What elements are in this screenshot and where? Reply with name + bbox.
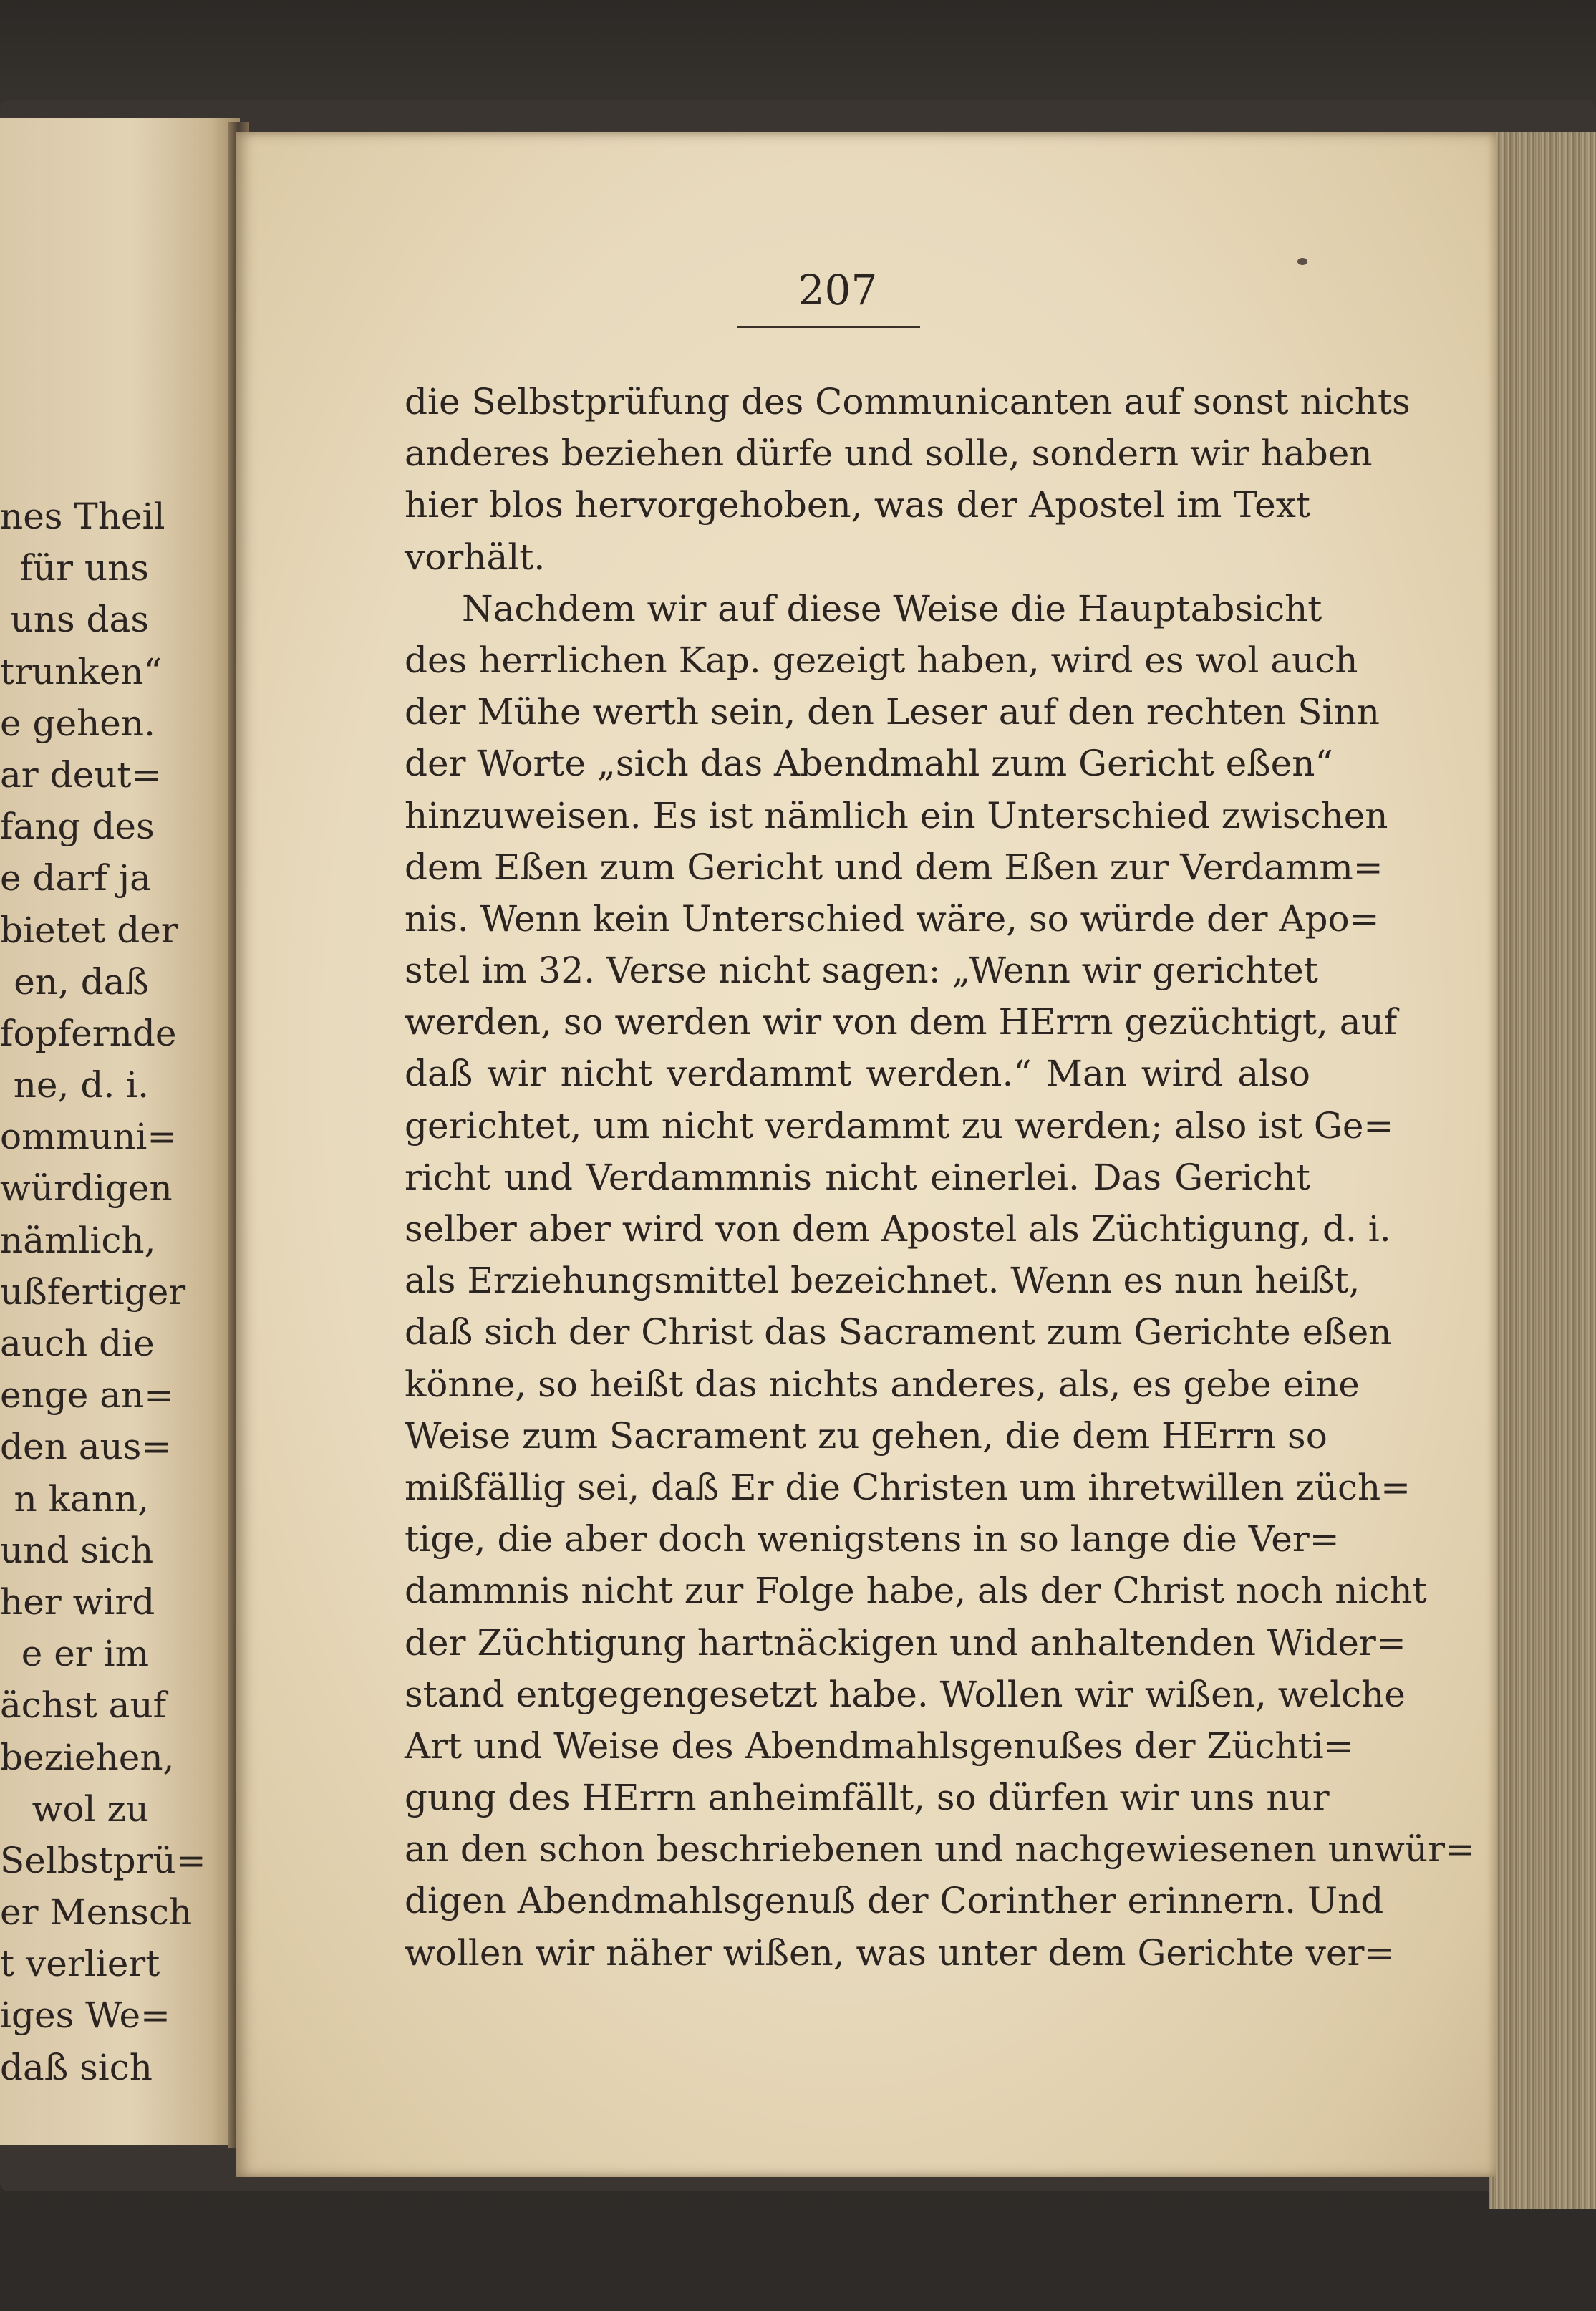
- left-line: für uns: [19, 547, 149, 589]
- text-line: nis. Wenn kein Unterschied wäre, so würde der Apo=: [405, 897, 1380, 940]
- left-line: e er im: [21, 1633, 149, 1675]
- text-line: Weise zum Sacrament zu gehen, die dem HErrn so: [405, 1414, 1327, 1457]
- left-line: ächst auf: [0, 1684, 167, 1727]
- text-line: der Züchtigung hartnäckigen und anhaltenden Wider=: [405, 1621, 1406, 1664]
- left-line: nämlich,: [0, 1219, 156, 1261]
- left-line: beziehen,: [0, 1736, 175, 1778]
- text-line: dammnis nicht zur Folge habe, als der Christ noch nicht: [405, 1570, 1427, 1612]
- page-number: 207: [798, 266, 878, 314]
- left-page: [0, 118, 240, 2145]
- text-line: der Worte „sich das Abendmahl zum Gericht eßen“: [405, 743, 1334, 785]
- left-line: er Mensch: [0, 1891, 193, 1934]
- left-line: t verliert: [0, 1943, 160, 1985]
- text-line: daß sich der Christ das Sacrament zum Gerichte eßen: [405, 1311, 1392, 1354]
- text-line: des herrlichen Kap. gezeigt haben, wird es wol auch: [405, 639, 1358, 681]
- text-line: als Erziehungsmittel bezeichnet. Wenn es nun heißt,: [405, 1260, 1360, 1302]
- text-line: selber aber wird von dem Apostel als Züchtigung, d. i.: [405, 1208, 1391, 1250]
- left-page-text: [0, 491, 229, 2138]
- left-line: nes Theil: [0, 496, 165, 537]
- left-line: e darf ja: [0, 857, 151, 899]
- text-line: könne, so heißt das nichts anderes, als, es gebe eine: [405, 1363, 1360, 1405]
- text-line: hier blos hervorgehoben, was der Apostel im Text: [405, 484, 1310, 526]
- paper-speck: [1297, 258, 1307, 265]
- left-line: auch die: [0, 1323, 155, 1364]
- text-line: vorhält.: [405, 536, 546, 578]
- text-line: richt und Verdammnis nicht einerlei. Das Gericht: [405, 1156, 1310, 1198]
- text-line: dem Eßen zum Gericht und dem Eßen zur Verdamm=: [405, 846, 1383, 888]
- left-line: her wird: [0, 1581, 155, 1623]
- text-line: Art und Weise des Abendmahlsgenußes der Züchti=: [405, 1724, 1354, 1767]
- text-line: daß wir nicht verdammt werden.“ Man wird also: [405, 1053, 1310, 1095]
- left-line: iges We=: [0, 1994, 170, 2037]
- text-line: stand entgegengesetzt habe. Wollen wir wißen, welche: [405, 1673, 1406, 1715]
- text-line: werden, so werden wir von dem HErrn gezüchtigt, auf: [405, 1001, 1398, 1043]
- left-line: den aus=: [0, 1426, 172, 1468]
- left-line: Selbstprü=: [0, 1839, 206, 1881]
- left-line: n kann,: [14, 1477, 149, 1520]
- text-line: an den schon beschriebenen und nachgewiesenen unwür=: [405, 1828, 1475, 1871]
- left-line: e gehen.: [0, 702, 155, 744]
- left-line: und sich: [0, 1529, 154, 1571]
- text-line: der Mühe werth sein, den Leser auf den rechten Sinn: [405, 691, 1380, 733]
- page-fore-edge: [1489, 132, 1596, 2209]
- text-line: tige, die aber doch wenigstens in so lange die Ver=: [405, 1518, 1340, 1560]
- left-line: trunken“: [0, 650, 163, 693]
- text-line: stel im 32. Verse nicht sagen: „Wenn wir gerichtet: [405, 950, 1318, 992]
- left-line: wol zu: [32, 1787, 149, 1830]
- left-line: en, daß: [14, 960, 149, 1003]
- left-line: fang des: [0, 806, 155, 848]
- text-line: digen Abendmahlsgenuß der Corinther erinnern. Und: [405, 1880, 1384, 1922]
- left-line: ommuni=: [0, 1116, 178, 1158]
- text-line: die Selbstprüfung des Communicanten auf sonst nichts: [405, 381, 1411, 423]
- text-line: gung des HErrn anheimfällt, so dürfen wir uns nur: [405, 1777, 1330, 1819]
- left-line: ußfertiger: [0, 1270, 186, 1313]
- left-line: würdigen: [0, 1167, 173, 1210]
- left-line: enge an=: [0, 1374, 175, 1417]
- left-line: uns das: [10, 599, 149, 641]
- text-line: hinzuweisen. Es ist nämlich ein Unterschied zwischen: [405, 794, 1388, 836]
- left-line: daß sich: [0, 2046, 153, 2088]
- paragraph-start-line: Nachdem wir auf diese Weise die Hauptabsicht: [462, 587, 1322, 629]
- text-line: anderes beziehen dürfe und solle, sondern wir haben: [405, 433, 1373, 475]
- left-line: ne, d. i.: [13, 1064, 149, 1106]
- left-line: fopfernde: [0, 1012, 177, 1054]
- left-line: bietet der: [0, 909, 178, 951]
- text-line: mißfällig sei, daß Er die Christen um ihretwillen züch=: [405, 1466, 1411, 1508]
- body-text: [405, 376, 1475, 1979]
- left-line: ar deut=: [0, 753, 162, 796]
- text-line: wollen wir näher wißen, was unter dem Gerichte ver=: [405, 1931, 1395, 1974]
- page-number-rule: [737, 326, 920, 328]
- text-line: gerichtet, um nicht verdammt zu werden; also ist Ge=: [405, 1104, 1394, 1147]
